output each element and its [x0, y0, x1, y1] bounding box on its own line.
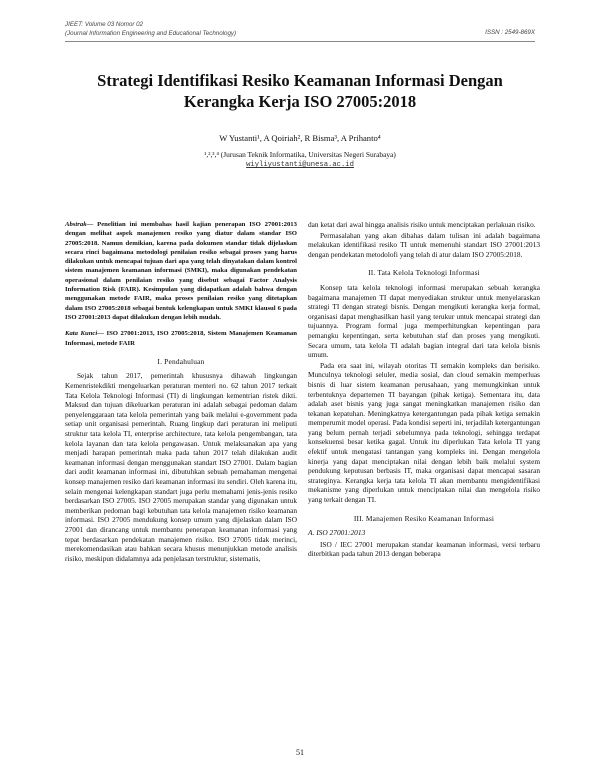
introduction-paragraph: Sejak tahun 2017, pemerintah khususnya dihawah lingkungan Kemenristekdikti mengeluarkan peraturan menteri no. 62 tahun 2017 terkait Tata Kelola Teknologi Informasi (TI) di lingkungan kementrian ristek dikti. Maksud dan tujuan dikeluarkan peraturan ini adalah sebagai pedoman dalam penyelenggaraan tata kelola pemerintah yang baik melalui e-government pada setiap unit organisasi pemerintah. Ruang lingkup dari peraturan ini meliputi struktur tata kelola TI, enterprise architecture, tata kelola pengembangan, tata kelola layanan dan tata kelola pengawasan. Untuk melaksanakan apa yang menjadi harapan pemerintah maka pada tahun 2017 telah dilakukan audit keamanan informasi dengan menggunakan standart ISO 27001. Dalam bagian dari audit keamanan informasi ini, dibutuhkan sebuah pemahaman mengenai konsep manajemen resiko dari keamanan informasi itu sendiri. Oleh karena itu, selain mengenai kelengkapan standart juga perlu memahami jenis-jenis resiko berdasarkan ISO 27005. ISO 27005 merupakan standar yang digunakan untuk memberikan pedoman bagi kebutuhan tata kelola manajemen risiko keamanan informasi. ISO 27005 mendukung konsep umum yang dijelaskan dalam ISO 27001 dan dirancang untuk membantu penerapan keamanan informasi yang tepat berdasarkan pendekatan manajemen risiko. ISO 27005 tidak merinci, merekomendasikan atau bahkan secara khusus menunjukkan metode analisis risiko, meskipun didalamnya ada penjelasan terstruktur, sistematis, [65, 371, 297, 563]
journal-issn: ISSN : 2549-869X [485, 29, 535, 36]
title-line-2: Kerangka Kerja ISO 27005:2018 [183, 92, 417, 111]
keywords-label: Kata Kunci— [65, 330, 104, 338]
journal-name: (Journal Information Engineering and Educational Technology) [65, 30, 237, 37]
author-email-link[interactable]: wiyliyustanti@unesa.ac.id [246, 161, 354, 169]
keywords-text: ISO 27001:2013, ISO 27005:2018, Sistem Manajemen Keamanan Informasi, metode FAIR [65, 330, 297, 347]
author-list: W Yustanti¹, A Qoiriah², R Bisma³, A Prihanto⁴ [219, 133, 381, 143]
introduction-continued: dan ketat dari awal hingga analisis risiko untuk menciptakan perlakuan risiko. [308, 220, 536, 229]
title-line-1: Strategi Identifikasi Resiko Keamanan Informasi Dengan [97, 71, 503, 90]
page-number: 51 [296, 748, 304, 757]
section-heading-risk-management: III. Manajemen Resiko Keamanan Informasi [353, 513, 495, 523]
journal-volume: JIEET: Volume 03 Nomor 02 [65, 21, 144, 28]
iso27001-paragraph: ISO / IEC 27001 merupakan standar keamanan informasi, versi terbaru diterbitkan pada tahun 2013 dengan beberapa [308, 539, 540, 559]
abstract [65, 220, 297, 322]
header-divider [65, 41, 535, 42]
journal-header [65, 20, 236, 38]
left-column [65, 220, 297, 564]
keywords [65, 329, 297, 348]
right-column [308, 220, 540, 560]
section-heading-introduction: I. Pendahuluan [157, 356, 205, 366]
subsection-heading-iso27001: A. ISO 27001:2013 [308, 528, 366, 538]
problem-statement-paragraph: Permasalahan yang akan dibahas dalam tulisan ini adalah bagaimana melakukan identifikasi resiko TI untuk memenuhi standart ISO 27001:2013 dengan pendekatan metodolofi yang telah di atur dalam ISO 27005:2018. [308, 230, 540, 259]
section-heading-it-governance: II. Tata Kelola Teknologi Informasi [368, 268, 480, 278]
affiliation: ¹,²,³,⁴ (Jurusan Teknik Informatika, Universitas Negeri Surabaya) [204, 150, 396, 159]
abstract-label: Abstrak— [65, 221, 94, 228]
it-governance-paragraph-2: Pada era saat ini, wilayah otoritas TI semakin kompleks dan berisiko. Munculnya teknologi seluler, media sosial, dan cloud semakin memperluas bisnis di luar sistem keamanan perusahaan, yang memungkinkan untuk terbentuknya departemen TI bayangan (pihak ketiga). Sementara itu, data adalah aset bisnis yang juga sangat meningkatkan manajemen risiko dan tekanan kepatuhan. Meningkatnya ketergantungan pada pihak ketiga semakin memperumit model operasi. Pada kondisi seperti ini, terjadilah ketergantungan yang belum pernah terjadi sebelumnya pada teknologi, sehingga terdapat konsekuensi besar ketika gagal. Untuk itu diperlukan Tata kelola TI yang efektif untuk mengatasi tantangan yang kompleks ini. Dengan mengelola kinerja yang dapat menciptakan nilai dengan lebih baik melalui system pendukung keputusan berbasis IT, maka organisasi dapat mencapai sasaran strateginya. Kerangka kerja tata kelola TI akan membantu mengidentifikasi mekanisme yang diperlukan untuk menciptakan nilai dan mengelola risiko yang terkait dengan TI. [308, 360, 540, 505]
abstract-text: Penelitian ini membahas hasil kajian penerapan ISO 27001:2013 dengan melihat aspek manajemen resiko yang diatur dalam standar ISO 27005:2018. Namun demikian, karena pada dokumen standar tidak dijelaskan secara rinci bagaimana metodologi penilaian resiko sebagai proses yang harus dilakukan untuk mencapai tujuan dari apa yang telah dinyatakan dalam kontrol sistem manajemen keamanan informasi (SMKI), maka digunakan pendekatan operasional dalam penilaian resiko yang disebut sebagai Factor Analysis Information Risk (FAIR). Kesimpulan yang didapatkan adalah bahwa dengan menggunakan metode FAIR, maka proses penilaian resiko yang ditetapkan dalam ISO 27005:2018 sebagai bentuk kelengkapan untuk SMKI klausul 6 pada ISO 27001:2013 dapat dilakukan dengan lebih mudah. [65, 221, 297, 321]
it-governance-paragraph-1: Konsep tata kelola teknologi informasi merupakan sebuah kerangka bagaimana manajemen TI dapat menyediakan struktur untuk menyelaraskan strategi TI dengan strategi bisnis. Dengan mengikuti kerangka kerja formal, organisasi dapat menghasilkan hasil yang terukur untuk mencapai strategi dan tujuannya. Program formal juga memperhitungkan kepentingan para pemangku kepentingan, serta kebutuhan staf dan proses yang mengikuti. Secara umum, tata kelola TI adalah bagian integral dari tata kelola bisnis umum. [308, 282, 540, 360]
paper-title [40, 70, 560, 112]
